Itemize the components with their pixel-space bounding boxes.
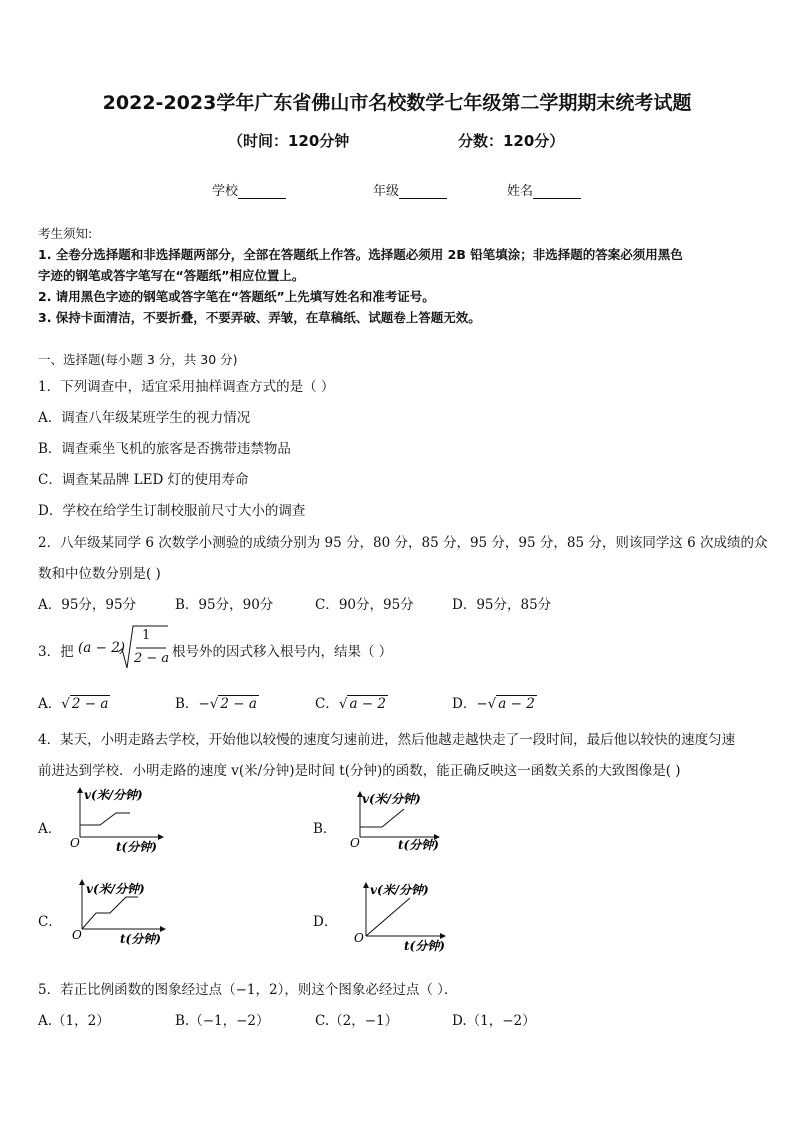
q4-graph-a (68, 785, 168, 857)
q5-option-a: A.（1，2） (38, 1013, 110, 1029)
q3-factor: (a − 2) (78, 640, 126, 656)
notice-item-3: 3. 保持卡面清洁，不要折叠，不要弄破、弄皱，在草稿纸、试题卷上答题无效。 (38, 310, 481, 325)
graph-b-ylabel: v(米/分钟) (362, 792, 421, 806)
notice-item-1a: 1. 全卷分选择题和非选择题两部分，全部在答题纸上作答。选择题必须用 2B 铅笔填涂；非选择题的答案必须用黑色 (38, 247, 683, 262)
grade-label: 年级 (373, 184, 400, 199)
q1-option-b: B．调查乘坐飞机的旅客是否携带违禁物品 (38, 441, 291, 457)
notice-heading: 考生须知: (38, 226, 93, 241)
q3-option-c: C．√ a − 2 (315, 696, 386, 712)
q5-option-b: B.（−1，−2） (175, 1013, 270, 1029)
graph-b-origin: O (350, 836, 360, 850)
q1-option-a: A．调查八年级某班学生的视力情况 (38, 410, 251, 426)
q1-stem: 1．下列调查中，适宜采用抽样调查方式的是（ ） (38, 379, 335, 395)
graph-c-origin: O (72, 928, 82, 942)
exam-score: 分数：120分） (458, 132, 565, 150)
grade-field (373, 180, 447, 199)
q5-option-d: D.（1，−2） (452, 1013, 536, 1029)
q3-option-b: B．−√ 2 − a (175, 696, 257, 712)
school-label: 学校 (212, 184, 239, 199)
name-blank (533, 184, 581, 199)
q2-option-c: C．90分，95分 (315, 597, 414, 613)
q3-numerator: 1 (142, 628, 151, 643)
q4-stem-line2: 前进达到学校．小明走路的速度 v(米/分钟)是时间 t(分钟)的函数，能正确反映这一函数关系的大致图像是( ) (38, 763, 681, 779)
q4-option-a-label: A． (38, 821, 62, 837)
q5-option-c: C.（2，−1） (315, 1013, 399, 1029)
q4-option-b-label: B． (313, 821, 337, 837)
graph-c-ylabel: v(米/分钟) (86, 882, 145, 896)
q2-option-d: D．95分，85分 (452, 597, 552, 613)
q5-stem: 5．若正比例函数的图象经过点（−1，2），则这个图象必经过点（ ）． (38, 982, 458, 998)
q2-option-a: A．95分，95分 (38, 597, 137, 613)
q2-stem-line1: 2．八年级某同学 6 次数学小测验的成绩分别为 95 分，80 分，85 分，95 分，95 分，85 分，则该同学这 6 次成绩的众 (38, 535, 768, 551)
graph-b-xlabel: t(分钟) (398, 838, 439, 852)
q3-option-d: D．−√ a − 2 (452, 696, 535, 712)
graph-a-ylabel: v(米/分钟) (84, 788, 143, 802)
q2-option-b: B．95分，90分 (175, 597, 274, 613)
q2-stem-line2: 数和中位数分别是( ) (38, 566, 161, 582)
name-label: 姓名 (507, 184, 534, 199)
q4-graph-c (68, 877, 172, 951)
q1-option-c: C．调查某品牌 LED 灯的使用寿命 (38, 472, 249, 488)
name-field (507, 180, 581, 199)
q3-prefix: 3．把 (38, 644, 74, 660)
q1-option-d: D．学校在给学生订制校服前尺寸大小的调查 (38, 503, 306, 519)
school-field (212, 180, 286, 199)
q4-graph-b (348, 789, 448, 861)
exam-time: （时间：120分钟 (228, 132, 350, 150)
q3-denominator: 2 − a (134, 651, 170, 666)
school-blank (238, 184, 286, 199)
section-heading: 一、选择题(每小题 3 分，共 30 分) (38, 352, 238, 367)
q4-option-c-label: C． (38, 914, 62, 930)
graph-a-origin: O (70, 836, 80, 850)
exam-title: 2022-2023学年广东省佛山市名校数学七年级第二学期期末统考试题 (102, 92, 692, 114)
q3-suffix: 根号外的因式移入根号内，结果（ ） (172, 644, 393, 660)
notice-item-2: 2. 请用黑色字迹的钢笔或答字笔在“答题纸”上先填写姓名和准考证号。 (38, 289, 435, 304)
graph-d-ylabel: v(米/分钟) (370, 883, 429, 897)
grade-blank (399, 184, 447, 199)
graph-c-xlabel: t(分钟) (120, 932, 161, 946)
q4-option-d-label: D． (313, 914, 338, 930)
graph-a-xlabel: t(分钟) (116, 840, 157, 854)
q3-option-a: A．√ 2 − a (38, 696, 109, 712)
q4-stem-line1: 4．某天，小明走路去学校，开始他以较慢的速度匀速前进，然后他越走越快走了一段时间，最后他以较快的速度匀速 (38, 732, 736, 748)
q4-graph-d (352, 880, 452, 954)
graph-d-origin: O (354, 931, 364, 945)
graph-d-xlabel: t(分钟) (404, 939, 445, 953)
notice-item-1b: 字迹的钢笔或答字笔写在“答题纸”相应位置上。 (38, 268, 305, 283)
